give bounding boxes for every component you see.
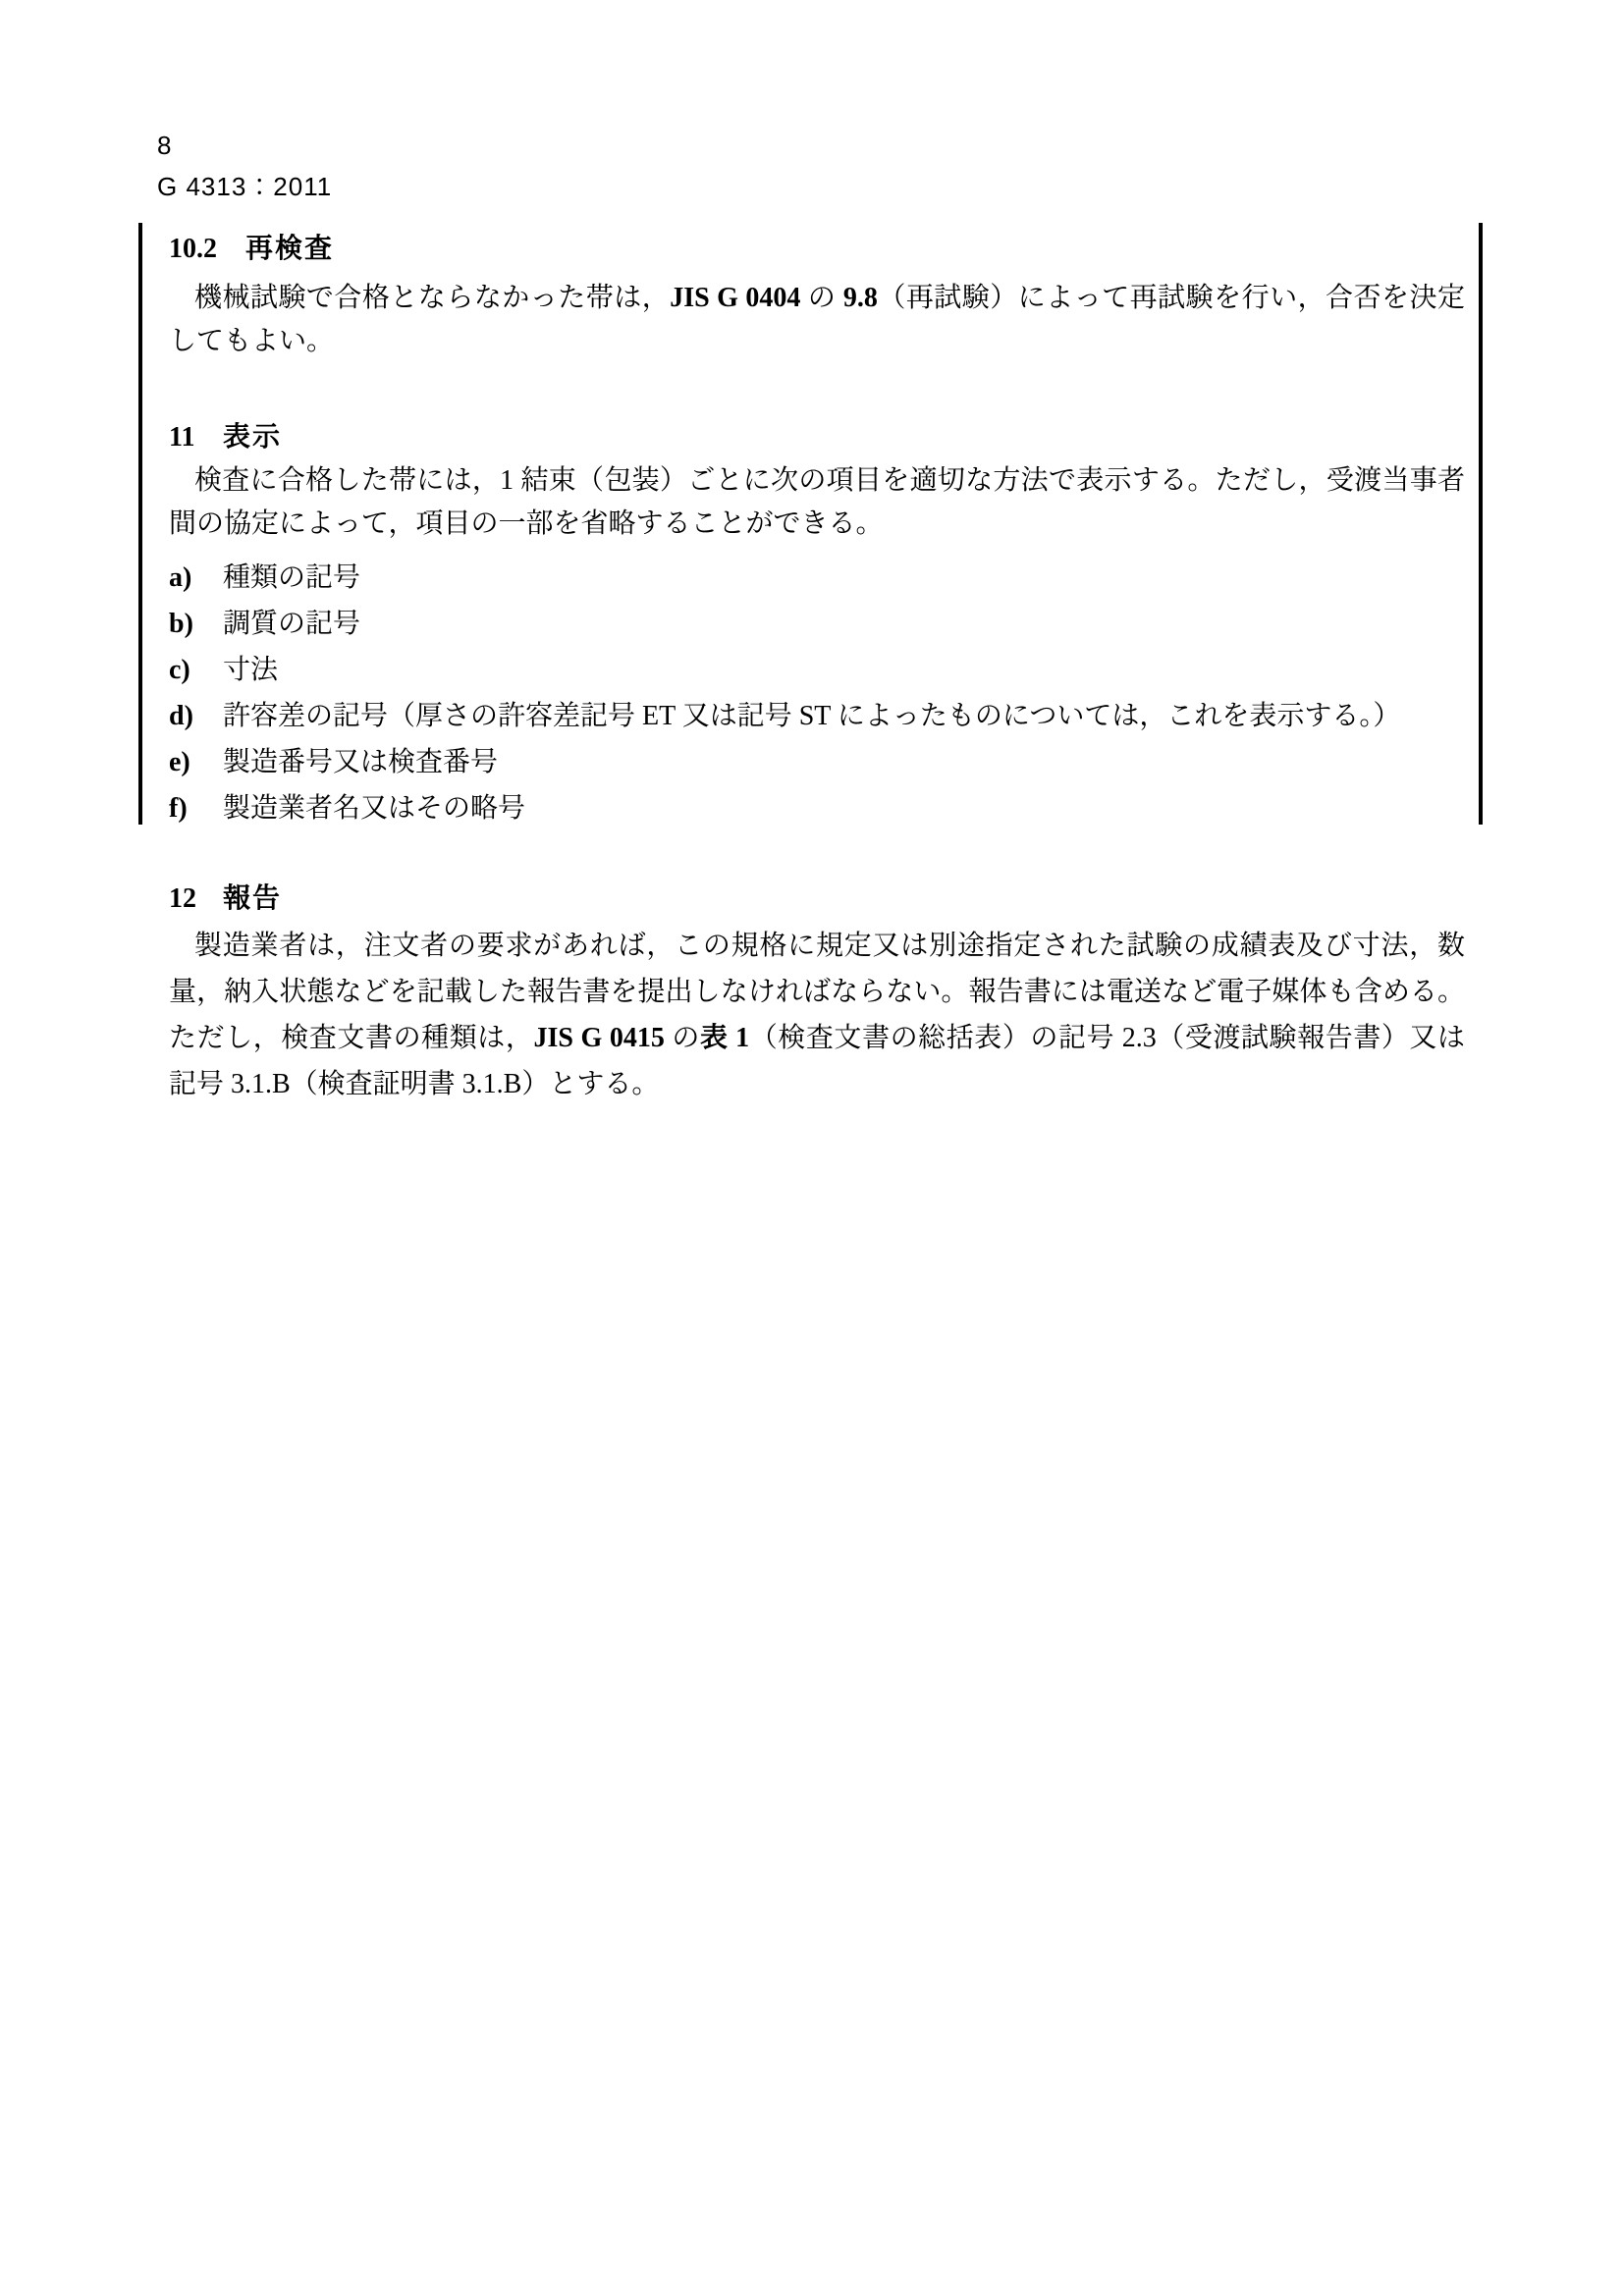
list-item-text: 寸法 xyxy=(223,655,279,685)
marking-items-list xyxy=(169,555,1475,831)
paragraph-10-2 xyxy=(169,277,1465,363)
list-item xyxy=(169,555,1475,601)
paragraph-text: の xyxy=(800,283,843,313)
running-head xyxy=(157,125,332,207)
section-number: 12 xyxy=(169,883,196,914)
list-item-letter: c) xyxy=(169,655,190,685)
change-bar-right xyxy=(1479,223,1483,825)
change-bar-left xyxy=(138,223,142,825)
list-item-letter: b) xyxy=(169,609,193,639)
paragraph-text: （検査文書の総括表）の記号 2.3（受渡試験報告書）又は記号 3.1.B（検査証明書 3.1.B）とする。 xyxy=(169,1023,1465,1099)
referenced-clause: 9.8 xyxy=(842,283,878,313)
section-title: 表示 xyxy=(223,421,283,452)
paragraph-text: 機械試験で合格とならなかった帯は， xyxy=(194,283,671,313)
section-number: 11 xyxy=(169,422,195,453)
list-item xyxy=(169,601,1475,647)
list-item xyxy=(169,693,1475,739)
referenced-table: 表 1 xyxy=(699,1023,750,1053)
section-title: 再検査 xyxy=(245,233,335,263)
list-item-letter: f) xyxy=(169,793,188,824)
paragraph-text: 検査に合格した帯には，1 結束（包装）ごとに次の項目を適切な方法で表示する。ただし，受渡当事者間の協定によって，項目の一部を省略することができる。 xyxy=(169,465,1465,539)
list-item xyxy=(169,739,1475,785)
section-number: 10.2 xyxy=(169,234,217,264)
section-heading-11 xyxy=(169,415,1475,459)
list-item xyxy=(169,647,1475,693)
referenced-standard: JIS G 0404 xyxy=(670,283,801,313)
section-title: 報告 xyxy=(223,882,283,913)
list-item-letter: a) xyxy=(169,562,192,593)
list-item xyxy=(169,785,1475,831)
standard-code: G 4313：2011 xyxy=(157,172,333,201)
section-heading-12 xyxy=(169,877,1475,921)
list-item-text: 許容差の記号（厚さの許容差記号 ET 又は記号 ST によったものについては，これを表示する。） xyxy=(223,701,1401,731)
list-item-text: 調質の記号 xyxy=(223,609,361,639)
page-number: 8 xyxy=(157,131,173,160)
list-item-text: 製造番号又は検査番号 xyxy=(223,747,499,777)
paragraph-12 xyxy=(169,923,1465,1107)
section-heading-10-2 xyxy=(169,227,1475,271)
list-item-letter: d) xyxy=(169,701,193,731)
list-item-text: 種類の記号 xyxy=(223,562,361,593)
paragraph-11 xyxy=(169,459,1465,546)
paragraph-text: 製造業者は，注文者の要求があれば，この規格に規定又は別途指定された試験の成績表及び寸法，数量，納入状態などを記載した報告書を提出しなければならない。報告書には電送など電子媒体も含める。ただし，検査文書の種類は， xyxy=(169,931,1465,1053)
paragraph-text: の xyxy=(664,1023,700,1053)
paragraph-text: （再試験）によって再試験を行い，合否を決定してもよい。 xyxy=(169,283,1465,356)
referenced-standard: JIS G 0415 xyxy=(533,1023,665,1053)
list-item-letter: e) xyxy=(169,747,190,777)
list-item-text: 製造業者名又はその略号 xyxy=(223,793,526,824)
